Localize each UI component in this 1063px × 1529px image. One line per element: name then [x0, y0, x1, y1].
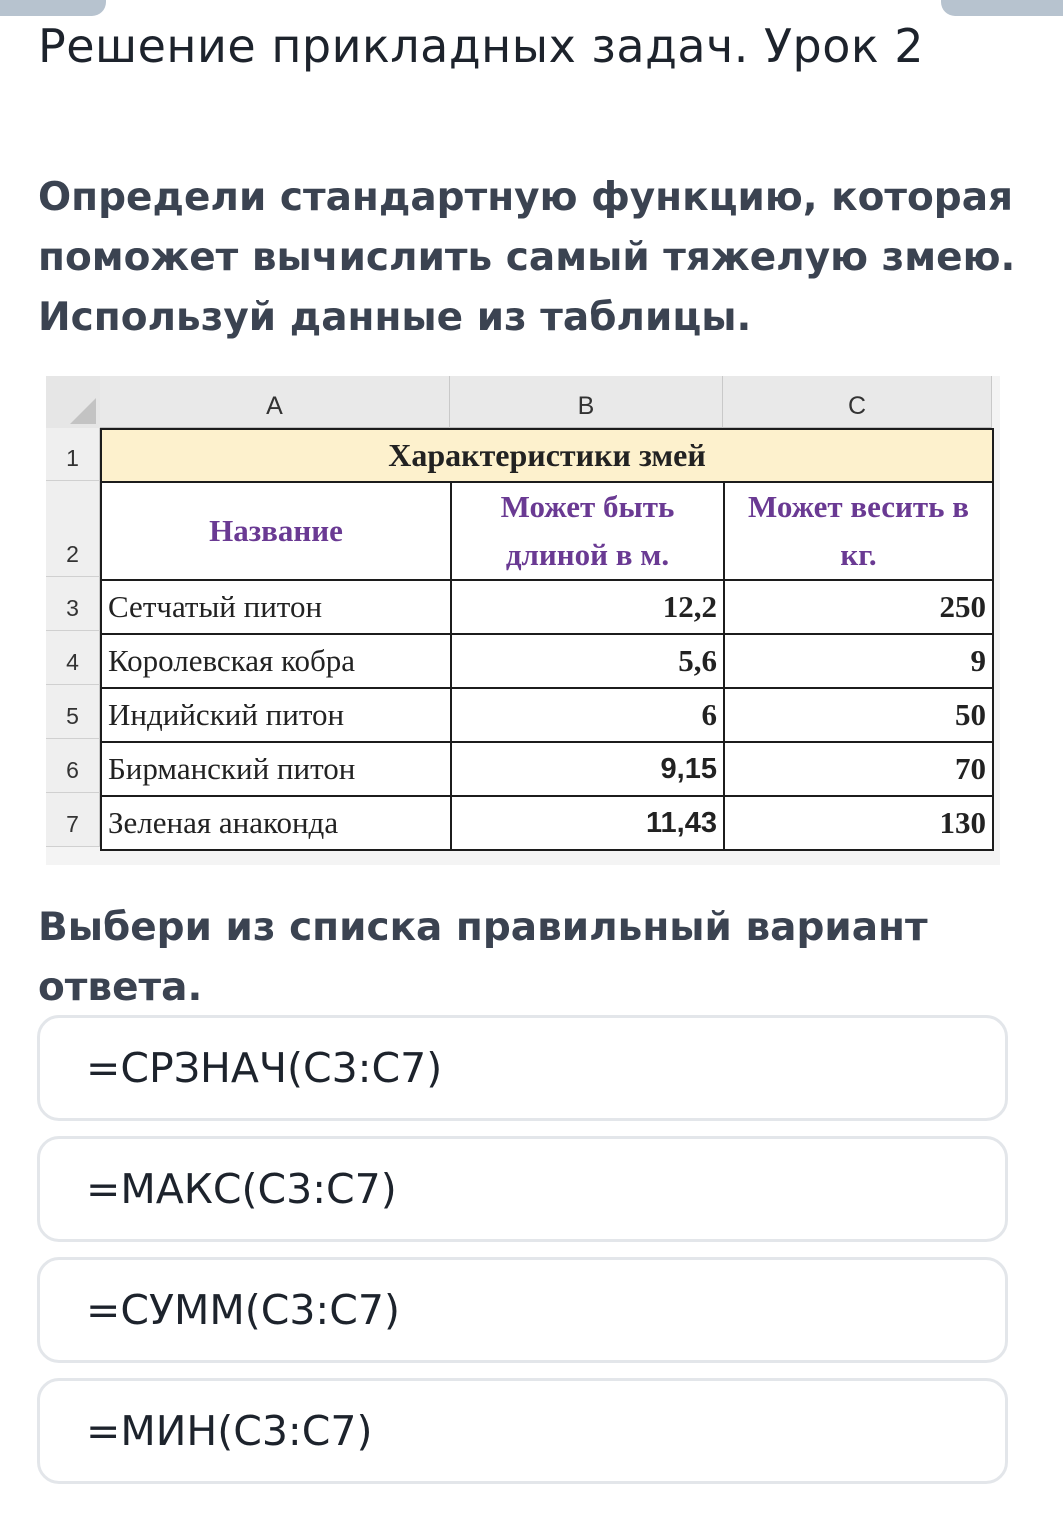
snake-weight: 9 — [724, 634, 993, 688]
answer-option-label: =МАКС(C3:C7) — [86, 1165, 397, 1213]
answer-option-max[interactable] — [37, 1136, 1008, 1242]
page-title: Решение прикладных задач. Урок 2 — [38, 19, 925, 73]
table-row — [101, 634, 993, 688]
row-header-4: 4 — [46, 631, 100, 685]
snake-length: 5,6 — [451, 634, 724, 688]
column-header-c: C — [723, 376, 992, 428]
header-name: Название — [101, 482, 451, 580]
snake-name: Индийский питон — [101, 688, 451, 742]
table-row — [101, 688, 993, 742]
spreadsheet-image — [46, 376, 1000, 865]
row-header-3: 3 — [46, 577, 100, 631]
answer-option-label: =СУММ(C3:C7) — [86, 1286, 400, 1334]
snake-length: 11,43 — [451, 796, 724, 850]
snake-length: 9,15 — [451, 742, 724, 796]
row-header-6: 6 — [46, 739, 100, 793]
snake-weight: 250 — [724, 580, 993, 634]
answer-option-label: =СРЗНАЧ(C3:C7) — [86, 1044, 443, 1092]
column-header-a: A — [100, 376, 450, 428]
table-row — [101, 796, 993, 850]
header-length: Может быть длиной в м. — [451, 482, 724, 580]
table-row — [101, 580, 993, 634]
snake-weight: 70 — [724, 742, 993, 796]
answer-option-label: =МИН(C3:C7) — [86, 1407, 373, 1455]
snake-name: Королевская кобра — [101, 634, 451, 688]
table-title: Характеристики змей — [101, 429, 993, 482]
snake-weight: 130 — [724, 796, 993, 850]
snake-name: Бирманский питон — [101, 742, 451, 796]
row-header-5: 5 — [46, 685, 100, 739]
top-right-tab — [941, 0, 1063, 16]
select-all-corner — [46, 376, 101, 429]
row-header-7: 7 — [46, 793, 100, 847]
row-header-2: 2 — [46, 481, 100, 577]
answer-option-sum[interactable] — [37, 1257, 1008, 1363]
snake-length: 12,2 — [451, 580, 724, 634]
snakes-table — [100, 428, 994, 851]
snake-weight: 50 — [724, 688, 993, 742]
header-weight: Может весить в кг. — [724, 482, 993, 580]
answer-option-average[interactable] — [37, 1015, 1008, 1121]
question-text: Определи стандартную функцию, которая поможет вычислить самый тяжелую змею. Используй данные из таблицы. — [38, 175, 1016, 340]
answer-prompt: Выбери из списка правильный вариант ответа. — [38, 905, 928, 1010]
snake-length: 6 — [451, 688, 724, 742]
column-header-b: B — [450, 376, 723, 428]
snake-name: Зеленая анаконда — [101, 796, 451, 850]
table-row — [101, 742, 993, 796]
snake-name: Сетчатый питон — [101, 580, 451, 634]
row-header-1: 1 — [46, 428, 100, 481]
answer-option-min[interactable] — [37, 1378, 1008, 1484]
